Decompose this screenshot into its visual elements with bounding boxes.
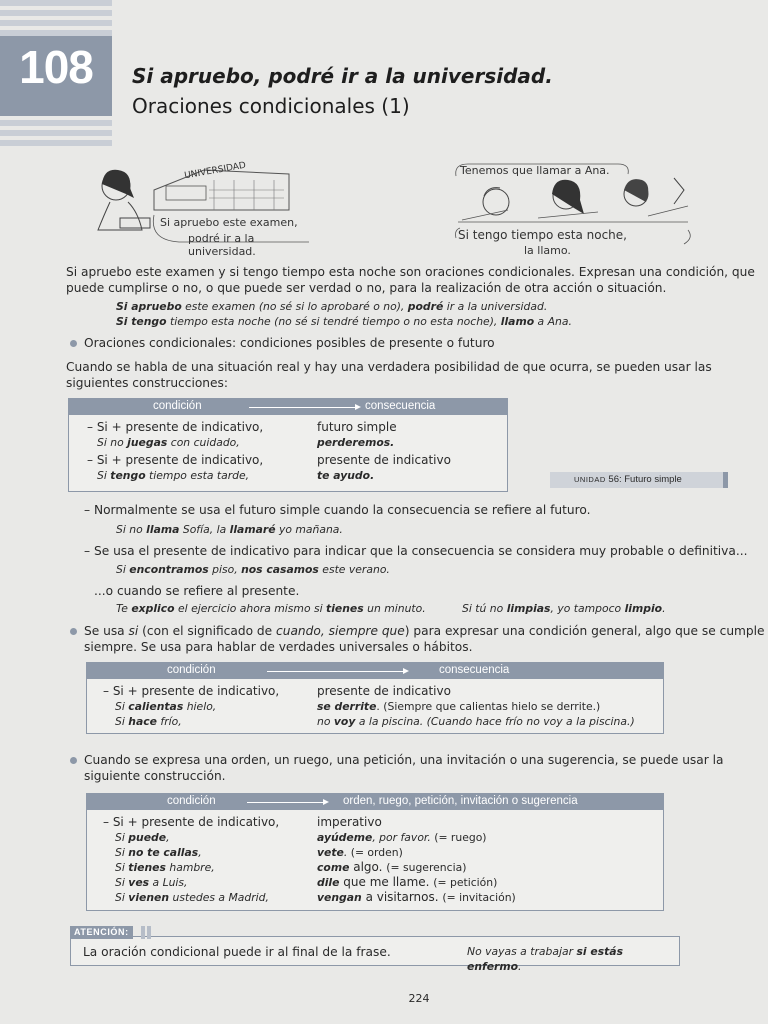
note2: – Se usa el presente de indicativo para indicar que la consecuencia se considera muy probable o definitiva... — [84, 544, 748, 558]
page-title: Si apruebo, podré ir a la universidad. — [132, 64, 553, 88]
condition-example: Si puede, — [115, 831, 170, 844]
attention-label: ATENCIÓN: — [70, 926, 133, 939]
conditional-table-1 — [68, 398, 508, 492]
header-condicion: condición — [153, 400, 202, 412]
r2-consequence-example: te ayudo. — [317, 469, 375, 482]
header-condicion: condición — [167, 664, 216, 676]
conditional-table-3 — [86, 793, 664, 911]
r1-condition-example: Si no juegas con cuidado, — [97, 436, 240, 449]
condition-example: Si vienen ustedes a Madrid, — [115, 891, 269, 904]
arrow-icon — [249, 407, 359, 408]
condition: – Si + presente de indicativo, — [103, 684, 280, 698]
consequence-example: ayúdeme, por favor. (= ruego) — [317, 831, 487, 844]
consequence: imperativo — [317, 815, 382, 829]
intro-line2: puede cumplirse o no, o que puede ser verdad o no, para la realización de otra acción o situación. — [66, 281, 667, 295]
attention-example: No vayas a trabajar si estás enfermo. — [467, 945, 623, 973]
header-condicion: condición — [167, 795, 216, 807]
consequence-example: vete. (= orden) — [317, 846, 403, 859]
attention-box — [70, 936, 680, 973]
condition-example2: Si hace frío, — [115, 715, 182, 728]
left-bubble-line1: Si apruebo este examen, — [160, 216, 298, 229]
unit-reference-link[interactable]: UNIDAD 56: Futuro simple — [550, 472, 728, 488]
attention-text: La oración condicional puede ir al final de la frase. — [83, 945, 391, 959]
page-subtitle: Oraciones condicionales (1) — [132, 94, 410, 118]
r2-condition: – Si + presente de indicativo, — [87, 453, 264, 467]
r2-condition-example: Si tengo tiempo esta tarde, — [97, 469, 250, 482]
section3-text1: Cuando se expresa una orden, un ruego, una petición, una invitación o una sugerencia, se puede usar la — [84, 753, 724, 767]
intro-example1: Si apruebo este examen (no sé si lo aprobaré o no), podré ir a la universidad. — [116, 300, 548, 313]
right-top-bubble: Tenemos que llamar a Ana. — [460, 164, 610, 177]
consequence-example: come algo. (= sugerencia) — [317, 860, 467, 874]
section1-heading: Oraciones condicionales: condiciones posibles de presente o futuro — [84, 336, 495, 350]
arrow-icon — [247, 802, 327, 803]
right-bubble-line1: Si tengo tiempo esta noche, — [458, 228, 627, 242]
consequence-example1: se derrite. (Siempre que calientas hielo se derrite.) — [317, 700, 601, 713]
note1-example: Si no llama Sofía, la llamaré yo mañana. — [116, 523, 343, 536]
table-header — [69, 399, 507, 415]
condition-example: Si tienes hambre, — [115, 861, 215, 874]
unit-number: 108 — [19, 41, 93, 93]
illustration-left — [84, 160, 324, 258]
bullet — [70, 757, 77, 764]
note3-example1: Te explico el ejercicio ahora mismo si tienes un minuto. — [116, 602, 426, 615]
university-sign: UNIVERSIDAD — [183, 160, 247, 182]
header-consecuencia: consecuencia — [439, 664, 510, 676]
consequence-example: dile que me llame. (= petición) — [317, 875, 498, 889]
header-orden: orden, ruego, petición, invitación o sugerencia — [343, 795, 578, 807]
section2-text2: siempre. Se usa para hablar de verdades universales o hábitos. — [84, 640, 473, 654]
consequence-example2: no voy a la piscina. (Cuando hace frío no voy a la piscina.) — [317, 715, 635, 728]
r1-condition: – Si + presente de indicativo, — [87, 420, 264, 434]
condition: – Si + presente de indicativo, — [103, 815, 280, 829]
consequence: presente de indicativo — [317, 684, 451, 698]
r1-consequence: futuro simple — [317, 420, 397, 434]
note3: ...o cuando se refiere al presente. — [94, 584, 300, 598]
consequence-example: vengan a visitarnos. (= invitación) — [317, 890, 516, 904]
bullet — [70, 628, 77, 635]
illustration-right — [448, 160, 698, 260]
section2-text1: Se usa si (con el significado de cuando, siempre que) para expresar una condición general, algo que se cumple — [84, 624, 765, 638]
page-number: 224 — [408, 992, 430, 1005]
note2-example: Si encontramos piso, nos casamos este verano. — [116, 563, 390, 576]
section3-text2: siguiente construcción. — [84, 769, 226, 783]
intro-example2: Si tengo tiempo esta noche (no sé si tendré tiempo o no esta noche), llamo a Ana. — [116, 315, 572, 328]
r1-consequence-example: perderemos. — [317, 436, 395, 449]
note3-example2: Si tú no limpias, yo tampoco limpio. — [462, 602, 666, 615]
condition-example1: Si calientas hielo, — [115, 700, 217, 713]
r2-consequence: presente de indicativo — [317, 453, 451, 467]
note1: – Normalmente se usa el futuro simple cuando la consecuencia se refiere al futuro. — [84, 503, 591, 517]
header-consecuencia: consecuencia — [365, 400, 436, 412]
left-bubble-line2: podré ir a la universidad. — [188, 232, 256, 258]
table-header — [87, 663, 663, 679]
condition-example: Si no te callas, — [115, 846, 202, 859]
arrow-icon — [267, 671, 407, 672]
table-header — [87, 794, 663, 810]
bullet — [70, 340, 77, 347]
intro-line1: Si apruebo este examen y si tengo tiempo esta noche son oraciones condicionales. Expresan una condición, que — [66, 265, 755, 279]
right-bubble-line2: la llamo. — [524, 244, 571, 257]
conditional-table-2 — [86, 662, 664, 734]
condition-example: Si ves a Luis, — [115, 876, 188, 889]
section1-text2: siguientes construcciones: — [66, 376, 228, 390]
section1-text1: Cuando se habla de una situación real y hay una verdadera posibilidad de que ocurra, se pueden usar las — [66, 360, 712, 374]
